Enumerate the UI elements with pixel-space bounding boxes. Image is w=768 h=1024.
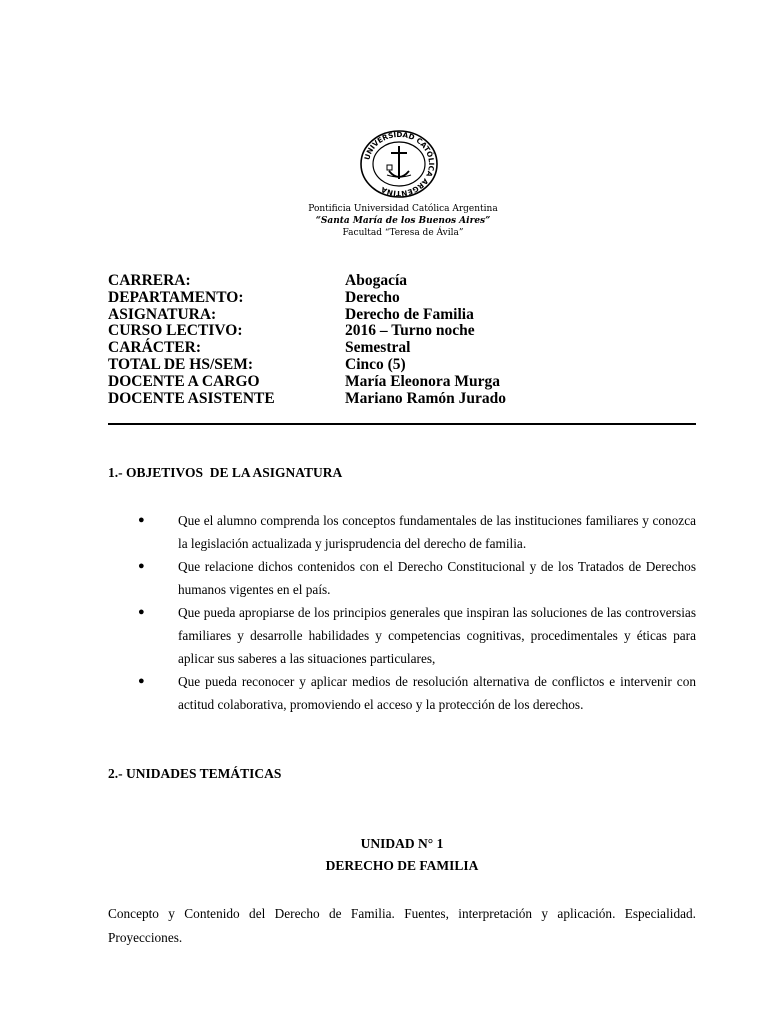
institution-name: Pontificia Universidad Católica Argentina [308,204,498,214]
info-value: Abogacía [345,272,407,289]
course-info-row [108,357,696,374]
info-value: María Eleonora Murga [345,372,500,390]
svg-text:UNIVERSIDAD CATÓLICA ARGENTINA: UNIVERSIDAD CATÓLICA ARGENTINA [362,129,437,199]
unit-subtitle: DERECHO DE FAMILIA [325,858,479,873]
list-item-text: Que relacione dichos contenidos con el Derecho Constitucional y de los Tratados de Derechos humanos vigentes en el país. [178,559,696,597]
info-label: TOTAL DE HS/SEM: [108,355,253,373]
bullet-icon: ● [138,560,145,572]
university-seal-icon [359,129,439,199]
course-info-row [108,374,696,391]
info-value: Cinco (5) [345,355,406,373]
list-item [108,509,696,555]
divider [108,423,696,425]
faculty-name: Facultad “Teresa de Ávila” [342,228,464,238]
course-info [108,273,696,407]
course-info-row [108,290,696,307]
info-label: ASIGNATURA: [108,305,217,323]
course-info-row [108,391,696,408]
info-label: DOCENTE ASISTENTE [108,389,275,407]
list-item [108,670,696,716]
course-info-row [108,323,696,340]
course-info-row [108,307,696,324]
info-label: CARÁCTER: [108,339,201,357]
info-value: Derecho [345,288,400,306]
list-item-text: Que pueda apropiarse de los principios generales que inspiran las soluciones de las controversias familiares y desarrolle habilidades y competencias cognitivas, procedimentales y éticas para aplicar sus saberes a las situaciones particulares, [178,605,696,666]
list-item [108,555,696,601]
institution-motto: “Santa María de los Buenos Aires” [315,216,491,226]
bullet-icon: ● [138,514,145,526]
info-value: Derecho de Familia [345,305,474,323]
info-value: Mariano Ramón Jurado [345,389,507,407]
course-info-row [108,273,696,290]
section-heading-units: 2.- UNIDADES TEMÁTICAS [108,766,282,781]
list-item [108,601,696,670]
info-label: CURSO LECTIVO: [108,322,243,340]
info-label: DOCENTE A CARGO [108,372,260,390]
info-value: 2016 – Turno noche [345,322,475,340]
unit-title: UNIDAD N° 1 [360,836,444,851]
unit-content: Concepto y Contenido del Derecho de Familia. Fuentes, interpretación y aplicación. Especialidad. Proyecciones. [108,906,696,945]
section-heading-objectives: 1.- OBJETIVOS DE LA ASIGNATURA [108,465,343,480]
bullet-icon: ● [138,606,145,618]
info-label: CARRERA: [108,272,191,289]
institution-header [0,203,768,239]
bullet-icon: ● [138,675,145,687]
info-value: Semestral [345,339,411,357]
course-info-row [108,340,696,357]
list-item-text: Que pueda reconocer y aplicar medios de resolución alternativa de conflictos e intervenir con actitud colaborativa, promoviendo el acceso y la protección de los derechos. [178,674,696,712]
info-label: DEPARTAMENTO: [108,288,244,306]
objectives-list [108,509,696,716]
list-item-text: Que el alumno comprenda los conceptos fundamentales de las instituciones familiares y conozca la legislación actualizada y jurisprudencia del derecho de familia. [178,513,696,551]
